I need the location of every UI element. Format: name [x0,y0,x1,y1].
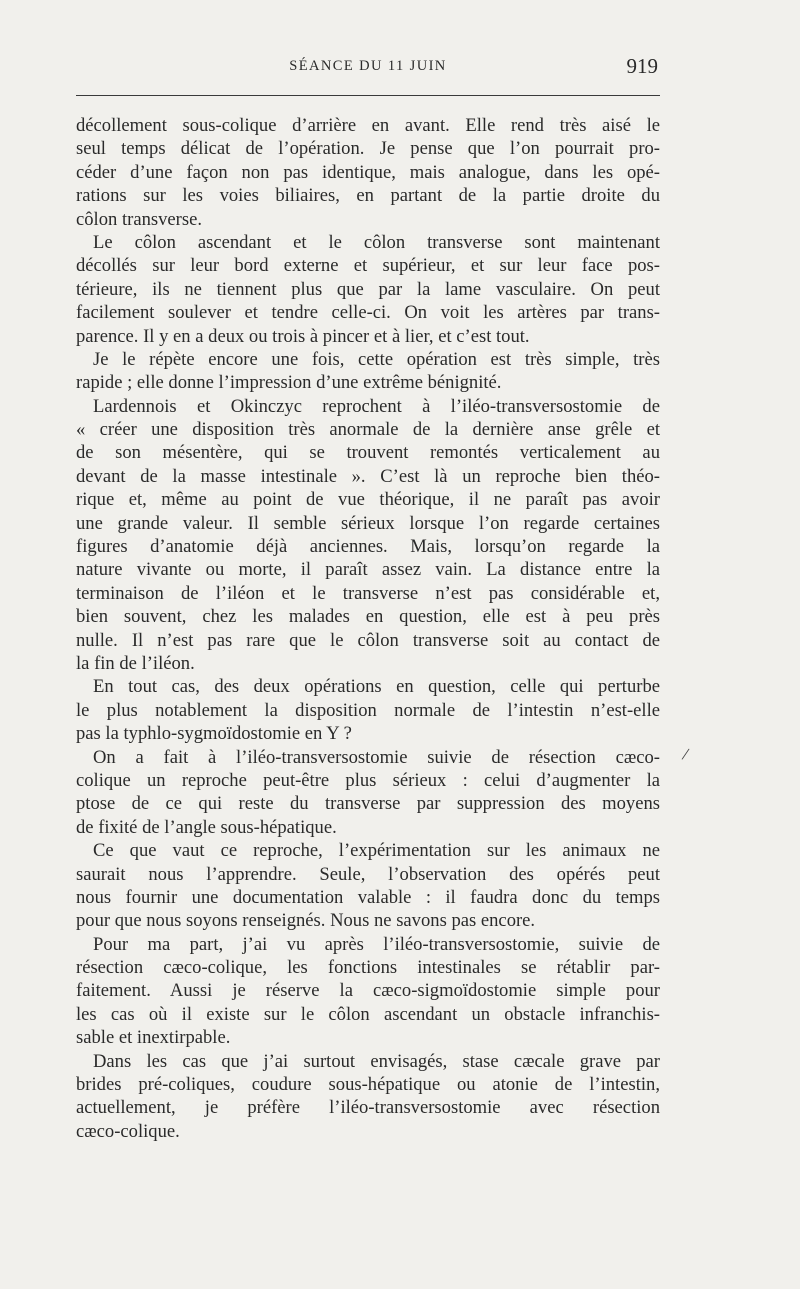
text-line: rique et, même au point de vue théorique, il ne paraît pas avoir [76,489,660,511]
text-line: devant de la masse intestinale ». C’est là un reproche bien théo- [76,465,660,487]
text-line: de fixité de l’angle sous-hépatique. [76,816,337,838]
text-line: Le côlon ascendant et le côlon transverse sont maintenant [93,231,660,253]
text-line: brides pré-coliques, coudure sous-hépatique ou atonie de l’intestin, [76,1074,660,1096]
text-line: On a fait à l’iléo-transversostomie suivie de résection cæco- [93,746,660,768]
text-line: Lardennois et Okinczyc reprochent à l’iléo-transversostomie de [93,395,660,417]
text-line: les cas où il existe sur le côlon ascendant un obstacle infranchis- [76,1003,660,1025]
text-line: pas la typhlo-sygmoïdostomie en Y ? [76,723,352,745]
text-line: saurait nous l’apprendre. Seule, l’observation des opérés peut [76,863,660,885]
text-line: Pour ma part, j’ai vu après l’iléo-transversostomie, suivie de [93,933,660,955]
margin-pencil-mark: / [680,743,691,765]
text-line: nous fournir une documentation valable : il faudra donc du temps [76,886,660,908]
text-line: nulle. Il n’est pas rare que le côlon transverse soit au contact de [76,629,660,651]
text-line: le plus notablement la disposition normale de l’intestin n’est-elle [76,699,660,721]
text-line: Dans les cas que j’ai surtout envisagés, stase cæcale grave par [93,1050,660,1072]
text-line: Je le répète encore une fois, cette opération est très simple, très [93,348,660,370]
text-line: En tout cas, des deux opérations en question, celle qui perturbe [93,676,660,698]
text-line: de son mésentère, qui se trouvent remontés verticalement au [76,442,660,464]
text-line: résection cæco-colique, les fonctions intestinales se rétablir par- [76,957,660,979]
text-line: céder d’une façon non pas identique, mais analogue, dans les opé- [76,161,660,183]
text-line: térieure, ils ne tiennent plus que par la lame vasculaire. On peut [76,278,660,300]
text-line: côlon transverse. [76,208,202,230]
text-line: facilement soulever et tendre celle-ci. On voit les artères par trans- [76,302,660,324]
text-line: nature vivante ou morte, il paraît assez vain. La distance entre la [76,559,660,581]
text-line: cæco-colique. [76,1120,180,1142]
text-line: rations sur les voies biliaires, en partant de la partie droite du [76,185,660,207]
text-line: rapide ; elle donne l’impression d’une extrême bénignité. [76,372,502,394]
text-line: colique un reproche peut-être plus sérieux : celui d’augmenter la [76,769,660,791]
text-line: pour que nous soyons renseignés. Nous ne savons pas encore. [76,910,536,932]
text-line: faitement. Aussi je réserve la cæco-sigmoïdostomie simple pour [76,980,660,1002]
text-line: décollés sur leur bord externe et supérieur, et sur leur face pos- [76,255,660,277]
running-title: SÉANCE DU 11 JUIN [289,58,447,74]
header-rule [76,95,660,96]
page-number: 919 [626,54,658,78]
text-line: actuellement, je préfère l’iléo-transversostomie avec résection [76,1097,660,1119]
text-line: terminaison de l’iléon et le transverse n’est pas considérable et, [76,582,660,604]
text-line: seul temps délicat de l’opération. Je pense que l’on pourrait pro- [76,138,660,160]
text-line: figures d’anatomie déjà anciennes. Mais, lorsqu’on regarde la [76,536,660,558]
text-line: décollement sous-colique d’arrière en avant. Elle rend très aisé le [76,115,660,136]
text-line: bien souvent, chez les malades en question, elle est à peu près [76,606,660,628]
text-line: une grande valeur. Il semble sérieux lorsque l’on regarde certaines [76,512,660,534]
text-line: Ce que vaut ce reproche, l’expérimentation sur les animaux ne [93,840,660,862]
text-line: « créer une disposition très anormale de la dernière anse grêle et [76,419,660,441]
text-line: sable et inextirpable. [76,1027,231,1049]
running-head [76,56,660,84]
text-line: parence. Il y en a deux ou trois à pincer et à lier, et c’est tout. [76,325,530,347]
text-line: la fin de l’iléon. [76,652,195,674]
body-text [76,114,660,1143]
text-line: ptose de ce qui reste du transverse par suppression des moyens [76,793,660,815]
